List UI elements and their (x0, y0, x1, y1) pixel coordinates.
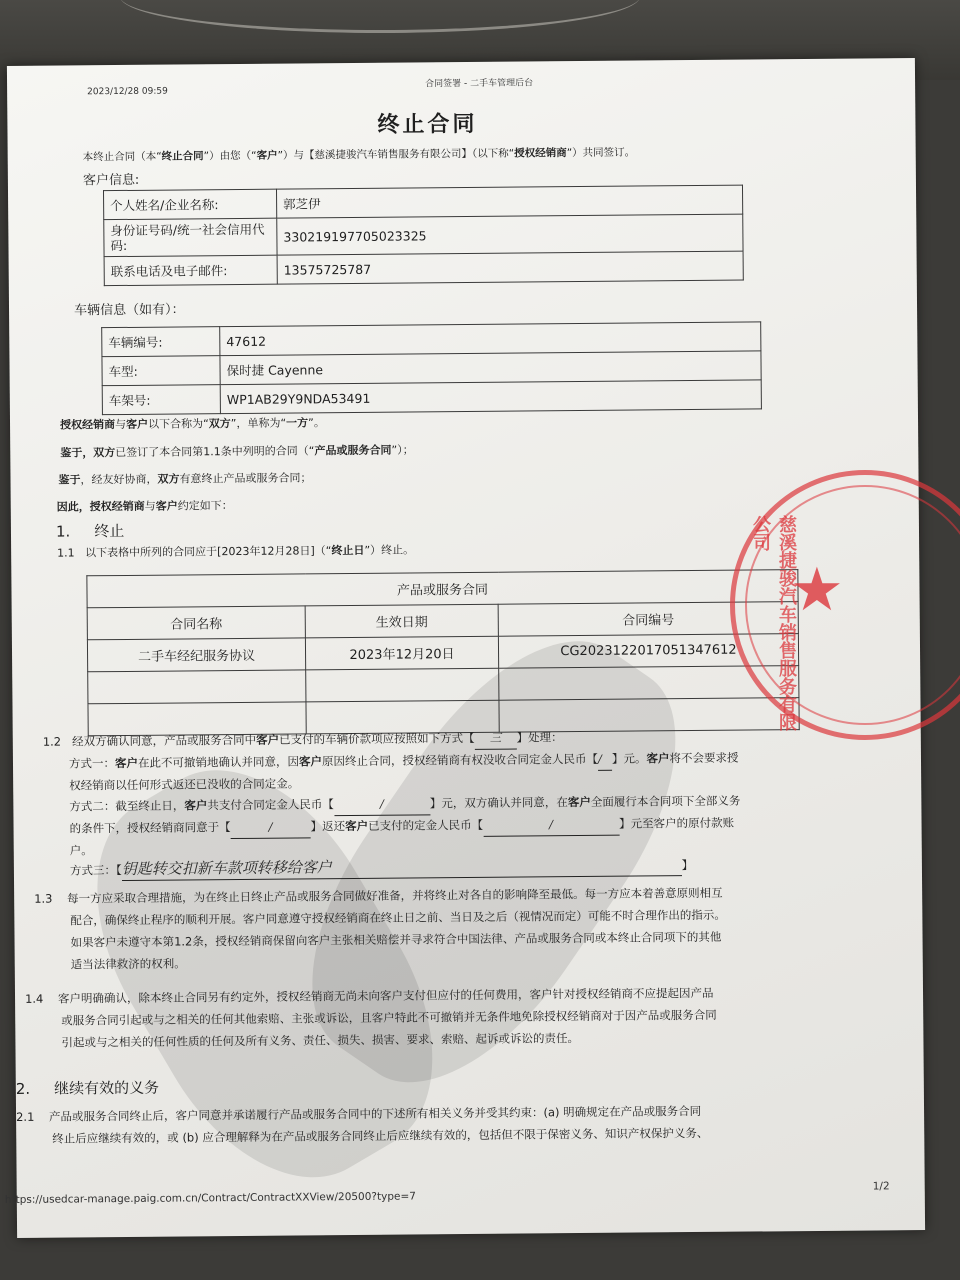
page-title: 终止合同 (377, 111, 478, 138)
customer-info-heading: 客户信息: (82, 172, 140, 189)
clause-1-1: 1.1 以下表格中所列的合同应于[2023年12月28日]（“终止日”）终止。 (57, 543, 415, 560)
customer-phone-value: 13575725787 (277, 251, 743, 284)
customer-name-value: 郭芝伊 (276, 185, 742, 218)
clause-1-2-line-1: 1.2 经双方确认同意，产品或服务合同中客户已支付的车辆价款项应按照如下方式【 三 】处理： (43, 726, 740, 754)
vehicle-number-value: 47612 (220, 322, 761, 356)
selected-method-handwritten: 三 (474, 728, 516, 750)
clause-1-2-method-2: 方式二：截至终止日，客户共支付合同定金人民币【 / 】元，双方确认并同意，在客户全面履行本合同项下全部义务 (43, 791, 740, 819)
column-header: 合同编号 (498, 602, 798, 637)
clause-1-2-method-2-end: 户。 (69, 843, 93, 858)
intro-paragraph: 本终止合同（本“终止合同”）由您（“客户”）与【慈溪捷骏汽车销售服务有限公司】（以下称“授权经销商”）共同签订。 (82, 146, 636, 164)
whereas-paragraph-1: 鉴于，双方已签订了本合同第1.1条中列明的合同（“产品或服务合同”）； (60, 443, 414, 460)
section-2-heading: 2. 继续有效的义务 (15, 1078, 160, 1098)
section-1-heading: 1. 终止 (55, 521, 125, 541)
print-system-title: 合同签署 - 二手车管理后台 (425, 78, 534, 90)
print-datetime: 2023/12/28 09:59 (87, 86, 168, 98)
contract-number-cell: CG2023122017051347612 (498, 634, 798, 669)
vehicle-model-value: 保时捷 Cayenne (220, 351, 761, 385)
vehicle-vin-value: WP1AB29Y9NDA53491 (220, 380, 761, 414)
contract-table (86, 569, 799, 736)
customer-label: 身份证号码/统一社会信用代码: (104, 218, 277, 257)
clause-1-2-method-3: 方式三：【钥匙转交扣新车款项转移给客户 】 (44, 854, 741, 882)
vehicle-label: 车型: (102, 356, 220, 386)
table-row (102, 380, 761, 415)
table-row (104, 214, 743, 257)
customer-id-value: 330219197705023325 (277, 214, 743, 255)
clause-1-3: 1.3 每一方应采取合理措施，为在终止日终止产品或服务合同做好准备，并将终止对各自的影响降至最低。每一方应本着善意原则相互 配合，确保终止程序的顺利开展。客户同意遵守授权经销商在终止日之前、当日及之后（视情况而定）可能不时合理作出的指示。 如果客户未遵守本第1.2条，授权经销商保留向客户主张相关赔偿并寻求符合中国法律、产品或服务合同或本终止合同项下的其他 适当法律救济的权利。 (34, 885, 726, 972)
contract-date-cell: 2023年12月20日 (305, 636, 498, 670)
therefore-paragraph: 因此，授权经销商与客户约定如下： (56, 499, 233, 514)
contract-table-caption: 产品或服务合同 (87, 570, 798, 608)
method-3-handwritten-note: 钥匙转交扣新车款项转移给客户 (122, 854, 682, 881)
table-row (104, 251, 743, 286)
vehicle-info-table (101, 321, 762, 415)
customer-label: 联系电话及电子邮件: (104, 255, 277, 286)
clause-2-1: 2.1 产品或服务合同终止后，客户同意并承诺履行产品或服务合同中的下述所有相关义务并受其约束：(a) 明确规定在产品或服务合同 终止后应继续有效的，或 (b) 应合理解释为在产品或服务合同终止后应继续有效的，包括但不限于保密义务、知识产权保护义务、 (16, 1103, 709, 1146)
vehicle-label: 车辆编号: (102, 327, 220, 357)
clause-1-2-method-1: 方式一：客户在此不可撤销地确认并同意，因客户原因终止合同，授权经销商有权没收合同定金人民币【/ 】元。客户将不会要求授 (68, 750, 739, 771)
footer-url: https://usedcar-manage.paig.com.cn/Contract/ContractXXView/20500?type=7 (4, 1190, 416, 1207)
clause-1-2-method-2-cont: 的条件下，授权经销商同意于【 / 】返还客户已支付的定金人民币【 / 】元至客户的原付款账 (43, 813, 740, 841)
whereas-paragraph-2: 鉴于，经友好协商，双方有意终止产品或服务合同； (58, 471, 312, 487)
vehicle-label: 车架号: (102, 385, 220, 415)
company-seal-text: 慈溪捷骏汽车销售服务有限公司 (750, 515, 797, 731)
contract-name-cell: 二手车经纪服务协议 (87, 638, 305, 672)
vehicle-info-heading: 车辆信息（如有）： (73, 302, 185, 319)
column-header: 合同名称 (87, 606, 305, 640)
column-header: 生效日期 (305, 604, 498, 638)
contract-name-cell (88, 670, 306, 704)
star-icon: ★ (790, 555, 844, 625)
customer-info-table (103, 185, 744, 287)
customer-label: 个人姓名/企业名称: (103, 189, 276, 220)
clause-1-2-method-1-cont: 权经销商以任何形式返还已没收的合同定金。 (69, 776, 300, 793)
clause-1-4: 1.4 客户明确确认，除本终止合同另有约定外，授权经销商无尚未向客户支付但应付的任何费用，客户针对授权经销商不应提起因产品 或服务合同引起或与之相关的任何其他索赔、主张或诉讼，且客户特此不可撤销并无条件地免除授权经销商对于因产品或服务合同 引起或与之相关的任何性质的任何及所有义务、责任、损失、损害、要求、索赔、起诉或诉讼的责任。 (24, 985, 717, 1050)
parties-paragraph: 授权经销商与客户以下合称为“双方”，单称为“一方”。 (59, 416, 325, 432)
page-number: 1/2 (872, 1180, 890, 1193)
